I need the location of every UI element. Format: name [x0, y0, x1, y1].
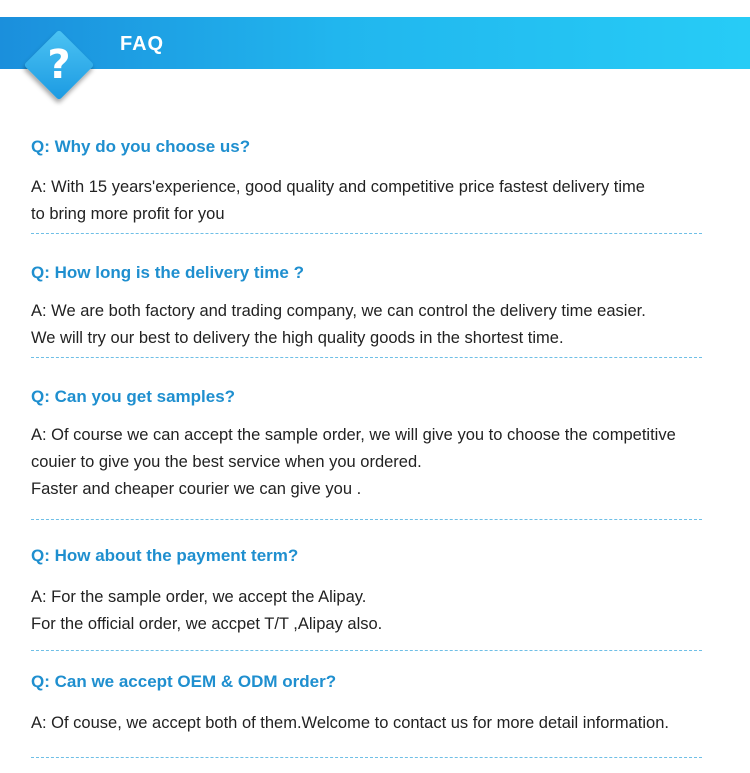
- faq-answer: [31, 298, 746, 352]
- answer-line: A: For the sample order, we accept the Alipay.: [31, 588, 367, 606]
- faq-question: Q: How about the payment term?: [31, 546, 299, 565]
- faq-item: [31, 672, 746, 737]
- faq-item: [31, 387, 746, 503]
- faq-question: Q: How long is the delivery time ?: [31, 263, 304, 282]
- answer-line: A: With 15 years'experience, good quality and competitive price fastest delivery time: [31, 178, 645, 196]
- answer-line: to bring more profit for you: [31, 205, 225, 223]
- faq-item: [31, 137, 746, 228]
- page-title: FAQ: [120, 33, 165, 55]
- divider: [31, 233, 702, 234]
- faq-banner: [0, 17, 750, 69]
- answer-line: couier to give you the best service when you ordered.: [31, 453, 422, 471]
- answer-line: For the official order, we accpet T/T ,Alipay also.: [31, 615, 383, 633]
- faq-answer: [31, 422, 746, 503]
- divider: [31, 357, 702, 358]
- faq-answer: [31, 584, 746, 638]
- faq-question: Q: Can we accept OEM & ODM order?: [31, 672, 337, 691]
- question-badge: [24, 30, 94, 100]
- answer-line: A: Of couse, we accept both of them.Welcome to contact us for more detail information.: [31, 714, 669, 732]
- faq-answer: [31, 174, 746, 228]
- question-mark-icon: ?: [47, 42, 71, 88]
- divider: [31, 757, 702, 758]
- faq-answer: [31, 710, 746, 737]
- faq-item: [31, 546, 746, 638]
- faq-question: Q: Why do you choose us?: [31, 137, 251, 156]
- faq-item: [31, 263, 746, 352]
- faq-question: Q: Can you get samples?: [31, 387, 236, 406]
- divider: [31, 650, 702, 651]
- answer-line: We will try our best to delivery the high quality goods in the shortest time.: [31, 329, 564, 347]
- answer-line: A: We are both factory and trading company, we can control the delivery time easier.: [31, 302, 646, 320]
- answer-line: Faster and cheaper courier we can give you .: [31, 480, 362, 498]
- answer-line: A: Of course we can accept the sample order, we will give you to choose the competitive: [31, 426, 676, 444]
- divider: [31, 519, 702, 520]
